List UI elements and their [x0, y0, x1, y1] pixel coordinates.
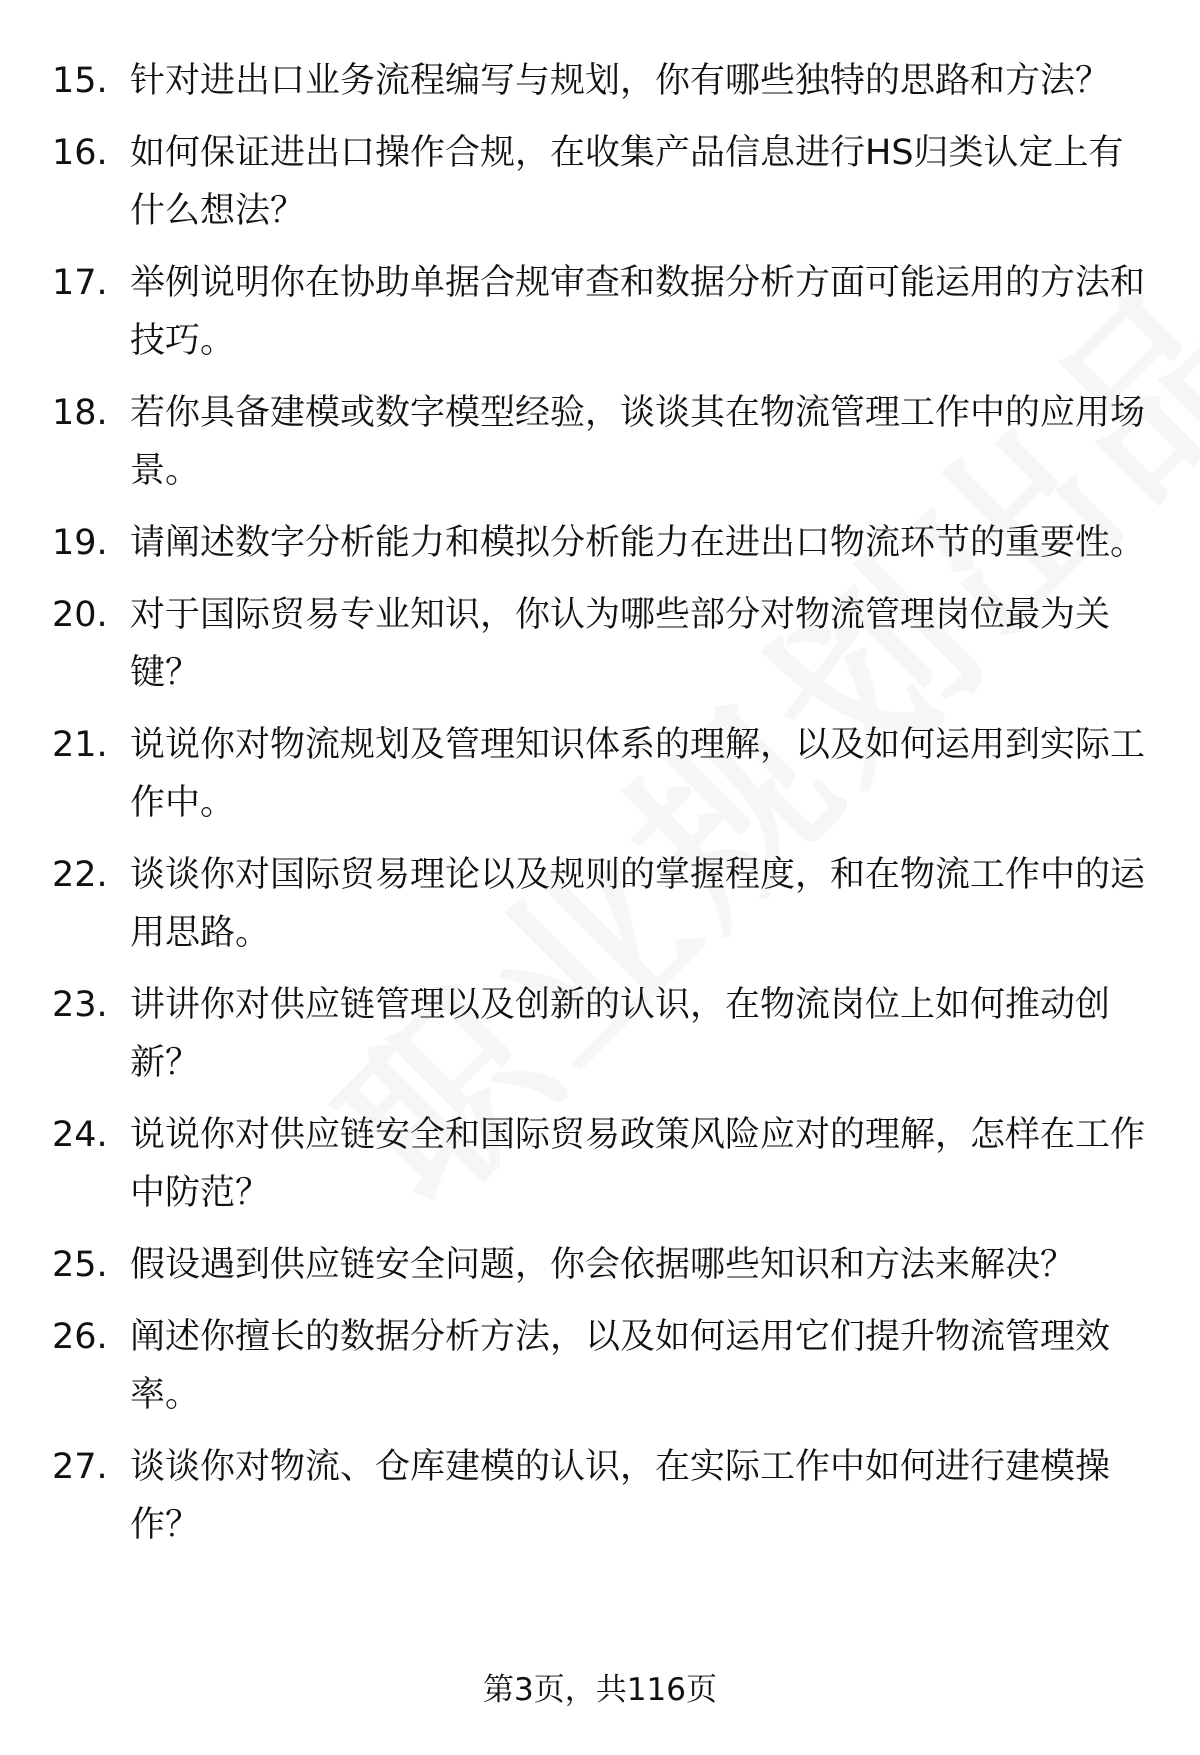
question-item	[0, 1308, 1200, 1424]
question-text: 说说你对物流规划及管理知识体系的理解，以及如何运用到实际工作中。	[130, 725, 1146, 823]
question-item	[0, 976, 1200, 1092]
question-item	[0, 1438, 1200, 1554]
question-text: 讲讲你对供应链管理以及创新的认识，在物流岗位上如何推动创新？	[130, 985, 1111, 1083]
question-item	[0, 1106, 1200, 1222]
question-number: 18.	[52, 393, 108, 433]
question-number: 23.	[52, 985, 108, 1025]
question-text: 如何保证进出口操作合规，在收集产品信息进行HS归类认定上有什么想法？	[130, 133, 1124, 231]
question-item	[0, 514, 1200, 572]
question-text: 谈谈你对国际贸易理论以及规则的掌握程度，和在物流工作中的运用思路。	[130, 855, 1146, 953]
question-text: 说说你对供应链安全和国际贸易政策风险应对的理解，怎样在工作中防范？	[130, 1115, 1146, 1213]
page-indicator: 第3页，共116页	[483, 1672, 717, 1708]
question-text: 针对进出口业务流程编写与规划，你有哪些独特的思路和方法？	[130, 61, 1111, 101]
question-text: 举例说明你在协助单据合规审查和数据分析方面可能运用的方法和技巧。	[130, 263, 1146, 361]
question-text: 假设遇到供应链安全问题，你会依据哪些知识和方法来解决？	[130, 1245, 1076, 1285]
question-text: 对于国际贸易专业知识，你认为哪些部分对物流管理岗位最为关键？	[130, 595, 1111, 693]
question-item	[0, 846, 1200, 962]
question-text: 谈谈你对物流、仓库建模的认识，在实际工作中如何进行建模操作？	[130, 1447, 1111, 1545]
question-number: 19.	[52, 523, 108, 563]
question-item	[0, 254, 1200, 370]
question-item	[0, 124, 1200, 240]
question-text: 若你具备建模或数字模型经验，谈谈其在物流管理工作中的应用场景。	[130, 393, 1146, 491]
question-item	[0, 384, 1200, 500]
question-number: 15.	[52, 61, 108, 101]
question-item	[0, 1236, 1200, 1294]
question-number: 21.	[52, 725, 108, 765]
question-text: 阐述你擅长的数据分析方法，以及如何运用它们提升物流管理效率。	[130, 1317, 1111, 1415]
question-text: 请阐述数字分析能力和模拟分析能力在进出口物流环节的重要性。	[130, 523, 1146, 563]
question-item	[0, 586, 1200, 702]
question-number: 26.	[52, 1317, 108, 1357]
question-item	[0, 52, 1200, 110]
question-number: 22.	[52, 855, 108, 895]
question-number: 17.	[52, 263, 108, 303]
question-number: 27.	[52, 1447, 108, 1487]
question-item	[0, 716, 1200, 832]
question-list	[0, 52, 1200, 1554]
question-number: 20.	[52, 595, 108, 635]
question-number: 16.	[52, 133, 108, 173]
question-number: 25.	[52, 1245, 108, 1285]
question-number: 24.	[52, 1115, 108, 1155]
